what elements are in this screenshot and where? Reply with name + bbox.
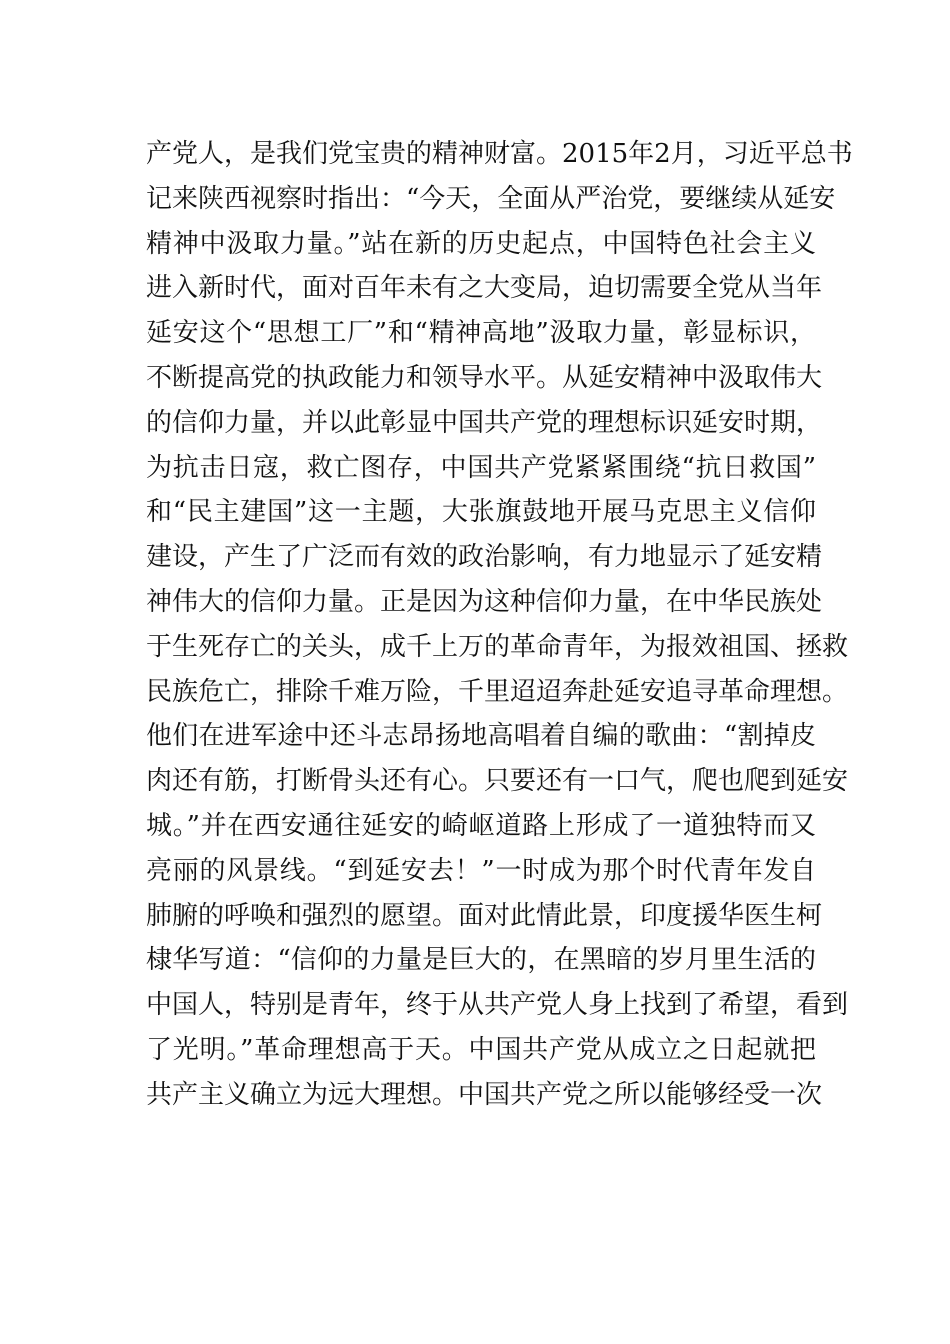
text-line: 为抗击日寇，救亡图存，中国共产党紧紧围绕“抗日救国” (146, 452, 816, 483)
text-line: 精神中汲取力量。”站在新的历史起点，中国特色社会主义 (146, 228, 816, 259)
body-text (146, 132, 853, 1118)
text-line: 棣华写道：“信仰的力量是巨大的，在黑暗的岁月里生活的 (146, 945, 816, 976)
text-line: 城。”并在西安通往延安的崎岖道路上形成了一道独特而又 (146, 810, 816, 841)
text-line: 于生死存亡的关头，成千上万的革命青年，为报效祖国、拯救 (146, 631, 849, 662)
text-line: 记来陕西视察时指出：“今天，全面从严治党，要继续从延安 (146, 183, 836, 214)
text-line: 不断提高党的执政能力和领导水平。从延安精神中汲取伟大 (146, 362, 823, 393)
text-line: 他们在进军途中还斗志昂扬地高唱着自编的歌曲：“割掉皮 (146, 721, 816, 752)
text-line: 和“民主建国”这一主题，大张旗鼓地开展马克思主义信仰 (146, 497, 816, 528)
text-line: 了光明。”革命理想高于天。中国共产党从成立之日起就把 (146, 1034, 816, 1065)
text-line: 民族危亡，排除千难万险，千里迢迢奔赴延安追寻革命理想。 (146, 676, 849, 707)
text-line: 神伟大的信仰力量。正是因为这种信仰力量，在中华民族处 (146, 586, 823, 617)
text-line: 产党人，是我们党宝贵的精神财富。2015年2月，习近平总书 (146, 139, 853, 169)
text-line: 肺腑的呼唤和强烈的愿望。面对此情此景，印度援华医生柯 (146, 900, 823, 931)
text-line: 建设，产生了广泛而有效的政治影响，有力地显示了延安精 (146, 542, 823, 573)
text-line: 延安这个“思想工厂”和“精神高地”汲取力量，彰显标识， (146, 318, 816, 349)
text-line: 中国人，特别是青年，终于从共产党人身上找到了希望，看到 (146, 990, 849, 1021)
text-line: 肉还有筋，打断骨头还有心。只要还有一口气，爬也爬到延安 (146, 766, 849, 797)
text-line: 进入新时代，面对百年未有之大变局，迫切需要全党从当年 (146, 273, 823, 304)
text-line: 的信仰力量，并以此彰显中国共产党的理想标识延安时期， (146, 407, 823, 438)
text-line: 共产主义确立为远大理想。中国共产党之所以能够经受一次 (146, 1079, 823, 1110)
text-line: 亮丽的风景线。“到延安去！”一时成为那个时代青年发自 (146, 855, 816, 886)
